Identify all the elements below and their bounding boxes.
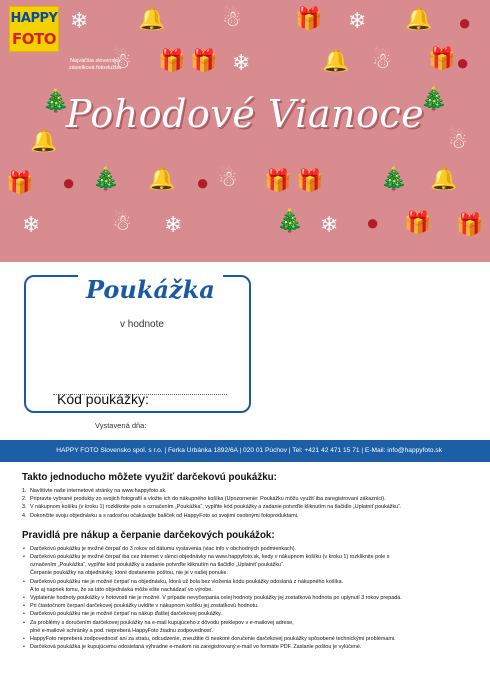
logo-line1: HAPPY: [10, 11, 58, 26]
snowflake-icon: ❄: [164, 212, 183, 237]
gift-icon: 🎁: [6, 170, 34, 195]
christmas-tree-icon: 🎄: [420, 86, 448, 111]
snowman-icon: ☃: [112, 210, 132, 235]
snowman-icon: ☃: [372, 48, 392, 73]
christmas-banner: [0, 0, 490, 262]
bell-icon: 🔔: [148, 166, 176, 191]
gift-icon: 🎁: [158, 48, 186, 73]
snowman-icon: ☃: [222, 6, 242, 31]
snowflake-icon: ❄: [320, 212, 339, 237]
instructions: [22, 472, 477, 651]
snowflake-icon: ❄: [348, 8, 367, 33]
how-to-title: Takto jednoducho môžete využiť darčekovú poukážku:: [22, 472, 277, 483]
rule-item: • Vyplatenie hodnoty poukážky v hotovosti nie je možné. V prípade nevyčerpania celej hodnoty poukážky jej zostatková hodnota po uplynutí 3 rokov prepadá.: [22, 594, 477, 602]
christmas-tree-icon: 🎄: [92, 166, 120, 191]
christmas-tree-icon: 🎄: [276, 208, 304, 233]
issued-label: Vystavená dňa:: [95, 421, 147, 430]
gift-icon: 🎁: [264, 168, 292, 193]
rule-item: A to aj napriek tomu, že sa táto objednávka môže ešte nachádzať vo výrobe.: [30, 586, 213, 593]
step-item: 1. Navštívte naše internetové stránky na www.happyfoto.sk.: [22, 488, 167, 494]
snowflake-icon: ❄: [70, 8, 89, 33]
rule-item: označením „Poukážka“, vyplňte kód poukážky a zadanie potvrďte kliknutím na tlačidlo „Uplatniť poukážku“.: [30, 562, 285, 569]
snowman-icon: ☃: [448, 128, 468, 153]
rule-item: plné e-mailové schránky a pod. nepreberá HappyFoto žiadnu zodpovednosť.: [30, 627, 214, 634]
step-item: 2. Pripravte vybrané produkty zo svojich fotografií a vložte ich do nákupného košíka (Upozornenie: Poukážku môžu využiť iba zaregistrovaní zákazníci).: [22, 496, 386, 503]
snowflake-icon: ❄: [22, 212, 41, 237]
rule-item: Čerpanie poukážky na objednávky, ktoré dostaneme poštou, nie je v našej ponuke.: [30, 570, 228, 577]
ornament-icon: ●: [458, 10, 472, 35]
contact-bar: HAPPY FOTO Slovensko spol. s r.o. | Ferka Urbánka 1892/6A | 020 01 Púchov | Tel: +421 42 471 15 71 | E-Mail: info@happyfoto.sk: [0, 440, 490, 462]
rule-item: • Darčekovú poukážku je možné čerpať do 3 rokov od dátumu vystavenia (viac info v obchodných podmienkach).: [22, 545, 477, 553]
brand-tagline: Najväčšia slovenská zásielková fotoslužba: [68, 58, 122, 71]
logo-line2: FOTO: [12, 30, 56, 48]
snowflake-icon: ❄: [232, 50, 251, 75]
banner-title: Pohodové Vianoce: [65, 92, 425, 136]
rule-item: • HappyFoto nepreberá zodpovednosť ani za stratu, odcudzenie, zneužitie či neskoré doručenie darčekovej poukážky spôsobené technickými problémami.: [22, 635, 477, 643]
step-item: 3. V nákupnom košíku (v kroku 1) rozkliknite pole s označením „Poukážka“, vyplňte kód poukážky a zadanie potvrďte kliknutím na tlačidlo „Uplatniť poukážku“.: [22, 504, 402, 511]
ornament-icon: ●: [366, 210, 380, 235]
ornament-icon: ●: [196, 170, 210, 195]
gift-icon: 🎁: [456, 212, 484, 237]
gift-icon: 🎁: [404, 210, 432, 235]
rules-title: Pravidlá pre nákup a čerpanie darčekových poukážok:: [22, 529, 275, 541]
rule-item: • Darčekovú poukážku nie je možné čerpať na nákup ďalšej darčekovej poukážky.: [22, 610, 477, 618]
rule-item: • Pri čiastočnom čerpaní darčekovej poukážky uvidíte v nákupnom košíku jej zostatkovú hodnotu.: [22, 602, 477, 610]
rule-item: • Darčekovú poukážku je možné čerpať iba cez internet v rámci objednávky na www.happyfoto.sk, kedy v nákupnom košíku (v kroku 1) rozkliknite pole s: [22, 553, 477, 561]
how-to-steps: [22, 487, 477, 520]
rule-item: • Darčekovú poukážku nie je možné čerpať na objednávku, ktorá už bola bez vloženia kódu poukážky odoslaná z nákupného košíka.: [22, 578, 477, 586]
bell-icon: 🔔: [30, 128, 58, 153]
bell-icon: 🔔: [322, 48, 350, 73]
code-label: Kód poukážky:: [57, 391, 149, 407]
snowman-icon: ☃: [218, 166, 238, 191]
rule-item: • Za problémy s doručením darčekovej poukážky na e-mail kupujúceho z dôvodu preklepov v e-mailovej adrese,: [22, 619, 477, 627]
ornament-icon: ●: [456, 50, 470, 75]
gift-icon: 🎁: [428, 46, 456, 71]
voucher-area: [0, 262, 490, 440]
value-label: v hodnote: [120, 319, 164, 330]
step-item: 4. Dokončite svoju objednávku a s radosťou očakávajte balíček od HappyFoto so svojimi osobnými fotoproduktami.: [22, 512, 299, 519]
snowman-icon: ☃: [112, 48, 132, 73]
gift-icon: 🎁: [295, 6, 323, 31]
christmas-tree-icon: 🎄: [380, 166, 408, 191]
christmas-tree-icon: 🎄: [42, 88, 70, 113]
happyfoto-logo: [9, 6, 59, 52]
gift-icon: 🎁: [296, 168, 324, 193]
bell-icon: 🔔: [138, 6, 166, 31]
gift-icon: 🎁: [190, 48, 218, 73]
voucher-heading: Poukážka: [78, 275, 223, 304]
rules-list: [22, 545, 477, 652]
ornament-icon: ●: [62, 170, 76, 195]
bell-icon: 🔔: [405, 6, 433, 31]
rule-item: • Darčeková poukážka je kupujúcemu odosielaná výhradne e-mailom na zaregistrovaný e-mail vo formáte PDF. Zaslanie poštou je vylúčené.: [22, 643, 477, 651]
bell-icon: 🔔: [430, 166, 458, 191]
